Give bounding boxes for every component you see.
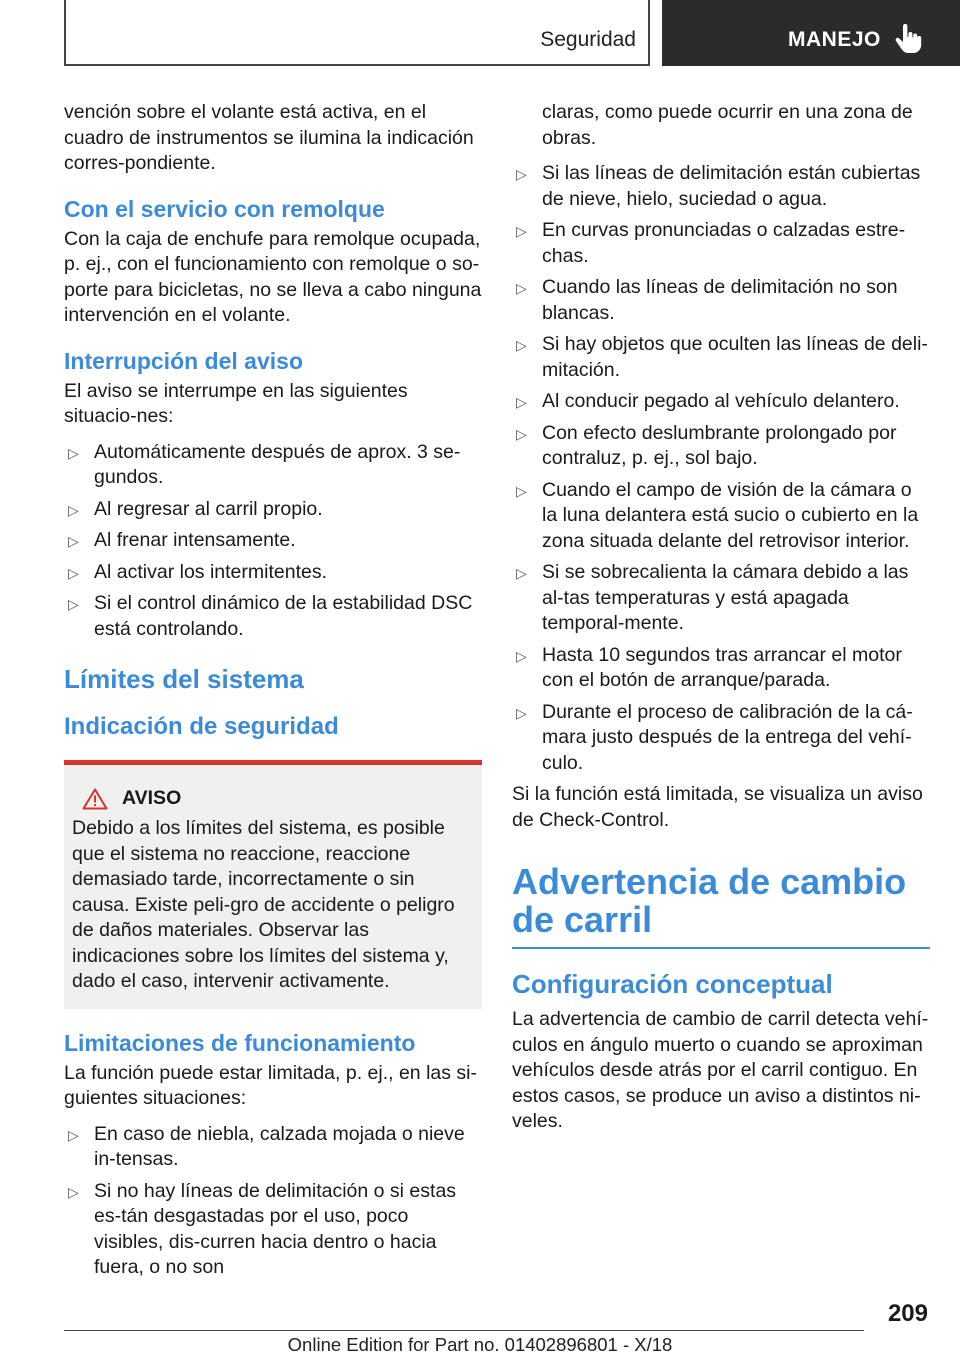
limits-heading: Límites del sistema [64,664,304,694]
triangle-bullet-icon: ▷ [516,425,527,442]
list-item: ▷ Al frenar intensamente. [64,528,482,554]
page-header [0,0,960,66]
header-rule-bottom [64,64,650,66]
list-item: ▷ Al regresar al carril propio. [64,497,482,523]
list-item: ▷ Cuando las líneas de delimitación no son blancas. [516,276,898,324]
triangle-bullet-icon: ▷ [516,565,527,581]
safety-heading: Indicación de seguridad [64,713,339,740]
list-item: ▷ Automáticamente después de aprox. 3 se-gundos. [68,440,461,488]
list-item: ▷ Si no hay líneas de delimitación o si estas es-tán desgastadas por el uso, poco visibles, dis-curren hacia dentro o hacia fuera, o no son [68,1179,457,1278]
triangle-bullet-icon: ▷ [516,394,527,410]
triangle-bullet-icon: ▷ [516,482,527,499]
trailer-heading: Con el servicio con remolque [64,195,385,222]
func-limits-list-continued [512,161,930,776]
triangle-bullet-icon: ▷ [68,564,79,581]
list-item: ▷ Hasta 10 segundos tras arrancar el motor con el botón de arranque/parada. [516,643,902,691]
limited-paragraph: Si la función está limitada, se visualiza un aviso de Check-Control. [512,783,923,831]
triangle-bullet-icon: ▷ [516,337,527,353]
intro-paragraph: vención sobre el volante está activa, en el cuadro de instrumentos se ilumina la indicación corres-pondiente. [64,101,474,174]
triangle-bullet-icon: ▷ [68,1126,79,1143]
func-limits-heading: Limitaciones de funcionamiento [64,1029,416,1056]
header-rule-divider [648,0,650,66]
list-item: ▷ Si el control dinámico de la estabilidad DSC está controlando. [68,592,473,640]
concept-heading: Configuración conceptual [512,969,833,999]
interrupt-paragraph: El aviso se interrumpe en las siguientes situacio-nes: [64,379,408,427]
concept-paragraph: La advertencia de cambio de carril detecta vehí-culos en ángulo muerto o cuando se aproximan vehículos desde atrás por el carril contiguo. En estos casos, se produce un aviso a distintos ni-veles. [512,1008,929,1132]
lane-change-heading: Advertencia de cambio de carril [512,861,907,940]
list-item: ▷ Al activar los intermitentes. [64,560,482,586]
triangle-bullet-icon: ▷ [516,704,527,721]
interrupt-list [64,440,482,643]
chapter-tab[interactable] [662,0,960,66]
triangle-bullet-icon: ▷ [68,444,79,461]
list-item: ▷ Con efecto deslumbrante prolongado por contraluz, p. ej., sol bajo. [516,421,897,469]
list-item: ▷ Al conducir pegado al vehículo delantero. [512,389,930,415]
warning-box [64,760,482,1009]
continuation-paragraph: claras, como puede ocurrir en una zona de obras. [542,101,913,149]
list-item: ▷ Si se sobrecalienta la cámara debido a las al-tas temperaturas y está apagada temporal-mente. [516,561,909,634]
list-item: ▷ Durante el proceso de calibración de la cá-mara justo después de la entrega del vehí-culo. [516,700,913,774]
func-limits-paragraph: La función puede estar limitada, p. ej., en las si-guientes situaciones: [64,1061,477,1109]
right-column [512,100,930,1145]
triangle-bullet-icon: ▷ [516,280,527,296]
list-item: ▷ Si hay objetos que oculten las líneas de deli-mitación. [516,333,928,381]
list-item: ▷ Si las líneas de delimitación están cubiertas de nieve, hielo, suciedad o agua. [516,162,921,210]
warning-triangle-icon [82,788,108,810]
trailer-paragraph: Con la caja de enchufe para remolque ocupada, p. ej., con el funcionamiento con remolque o so-porte para bicicletas, no se lleva a cabo ninguna intervención en el volante. [64,227,482,326]
list-item: ▷ En curvas pronunciadas o calzadas estre-chas. [516,219,906,267]
section-title: Seguridad [540,28,636,51]
triangle-bullet-icon: ▷ [68,533,79,549]
chapter-tab-label: MANEJO [788,28,881,51]
header-rule-left [64,0,66,66]
warning-title: AVISO [122,787,182,809]
triangle-bullet-icon: ▷ [516,166,527,182]
triangle-bullet-icon: ▷ [68,596,79,612]
page-number: 209 [887,1300,928,1327]
list-item: ▷ Cuando el campo de visión de la cámara o la luna delantera está sucio o cubierto en la zona situada delante del retrovisor interior. [516,478,919,552]
warning-text: Debido a los límites del sistema, es posible que el sistema no reaccione, reaccione demasiado tarde, incorrectamente o sin causa. Existe peli-gro de accidente o peligro de daños materiales. Observar las indicaciones sobre los límites del sistema y, dado el caso, intervenir activamente. [72,817,455,992]
hand-pointer-icon [894,24,922,54]
warning-title-row [72,787,472,810]
func-limits-list [64,1122,482,1281]
left-column [64,100,482,1287]
interrupt-heading: Interrupción del aviso [64,347,303,374]
heading-rule [512,947,930,949]
footer-rule [64,1330,864,1331]
list-item: ▷ En caso de niebla, calzada mojada o nieve in-tensas. [68,1122,465,1170]
triangle-bullet-icon: ▷ [516,647,527,664]
triangle-bullet-icon: ▷ [68,501,79,518]
triangle-bullet-icon: ▷ [516,223,527,239]
footer-edition: Online Edition for Part no. 01402896801 - X/18 [287,1334,673,1355]
triangle-bullet-icon: ▷ [68,1183,79,1200]
